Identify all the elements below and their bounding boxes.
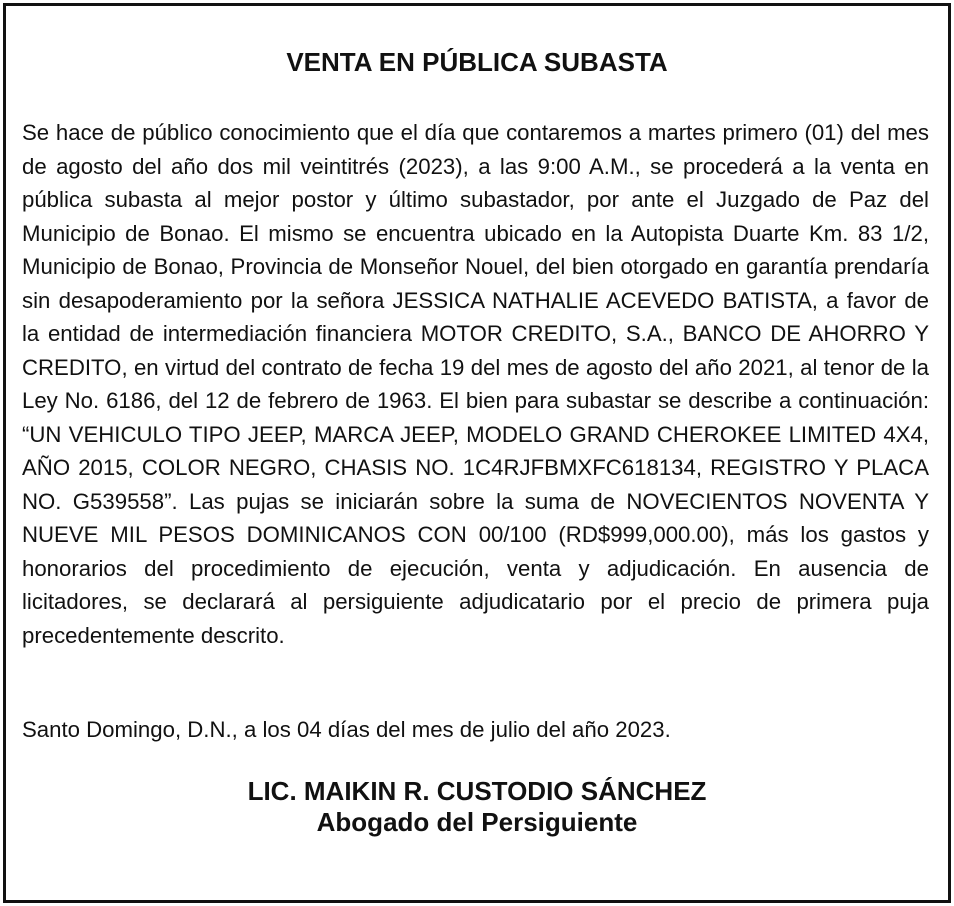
place-date: Santo Domingo, D.N., a los 04 días del mes de julio del año 2023. (22, 717, 671, 742)
notice-body: Se hace de público conocimiento que el día que contaremos a martes primero (01) del mes de agosto del año dos mil veintitrés (2023), a las 9:00 A.M., se procederá a la venta en pública subasta al mejor postor y último subastador, por ante el Juzgado de Paz del Municipio de Bonao. El mismo se encuentra ubicado en la Autopista Duarte Km. 83 1/2, Municipio de Bonao, Provincia de Monseñor Nouel, del bien otorgado en garantía prendaría sin desapoderamiento por la señora JESSICA NATHALIE ACEVEDO BATISTA, a favor de la entidad de intermediación financiera MOTOR CREDITO, S.A., BANCO DE AHORRO Y CREDITO, en virtud del contrato de fecha 19 del mes de agosto del año 2021, al tenor de la Ley No. 6186, del 12 de febrero de 1963. El bien para subastar se describe a continuación: “UN VEHICULO TIPO JEEP, MARCA JEEP, MODELO GRAND CHEROKEE LIMITED 4X4, AÑO 2015, COLOR NEGRO, CHASIS NO. 1C4RJFBMXFC618134, REGISTRO Y PLACA NO. G539558”. Las pujas se iniciarán sobre la suma de NOVECIENTOS NOVENTA Y NUEVE MIL PESOS DOMINICANOS CON 00/100 (RD$999,000.00), más los gastos y honorarios del procedimiento de ejecución, venta y adjudicación. En ausencia de licitadores, se declarará al persiguiente adjudicatario por el precio de primera puja precedentemente descrito. (22, 120, 929, 648)
notice-title: VENTA EN PÚBLICA SUBASTA (286, 47, 668, 77)
legal-notice (3, 3, 951, 903)
signatory-role: Abogado del Persiguiente (316, 807, 638, 837)
signatory-name: LIC. MAIKIN R. CUSTODIO SÁNCHEZ (247, 776, 707, 806)
